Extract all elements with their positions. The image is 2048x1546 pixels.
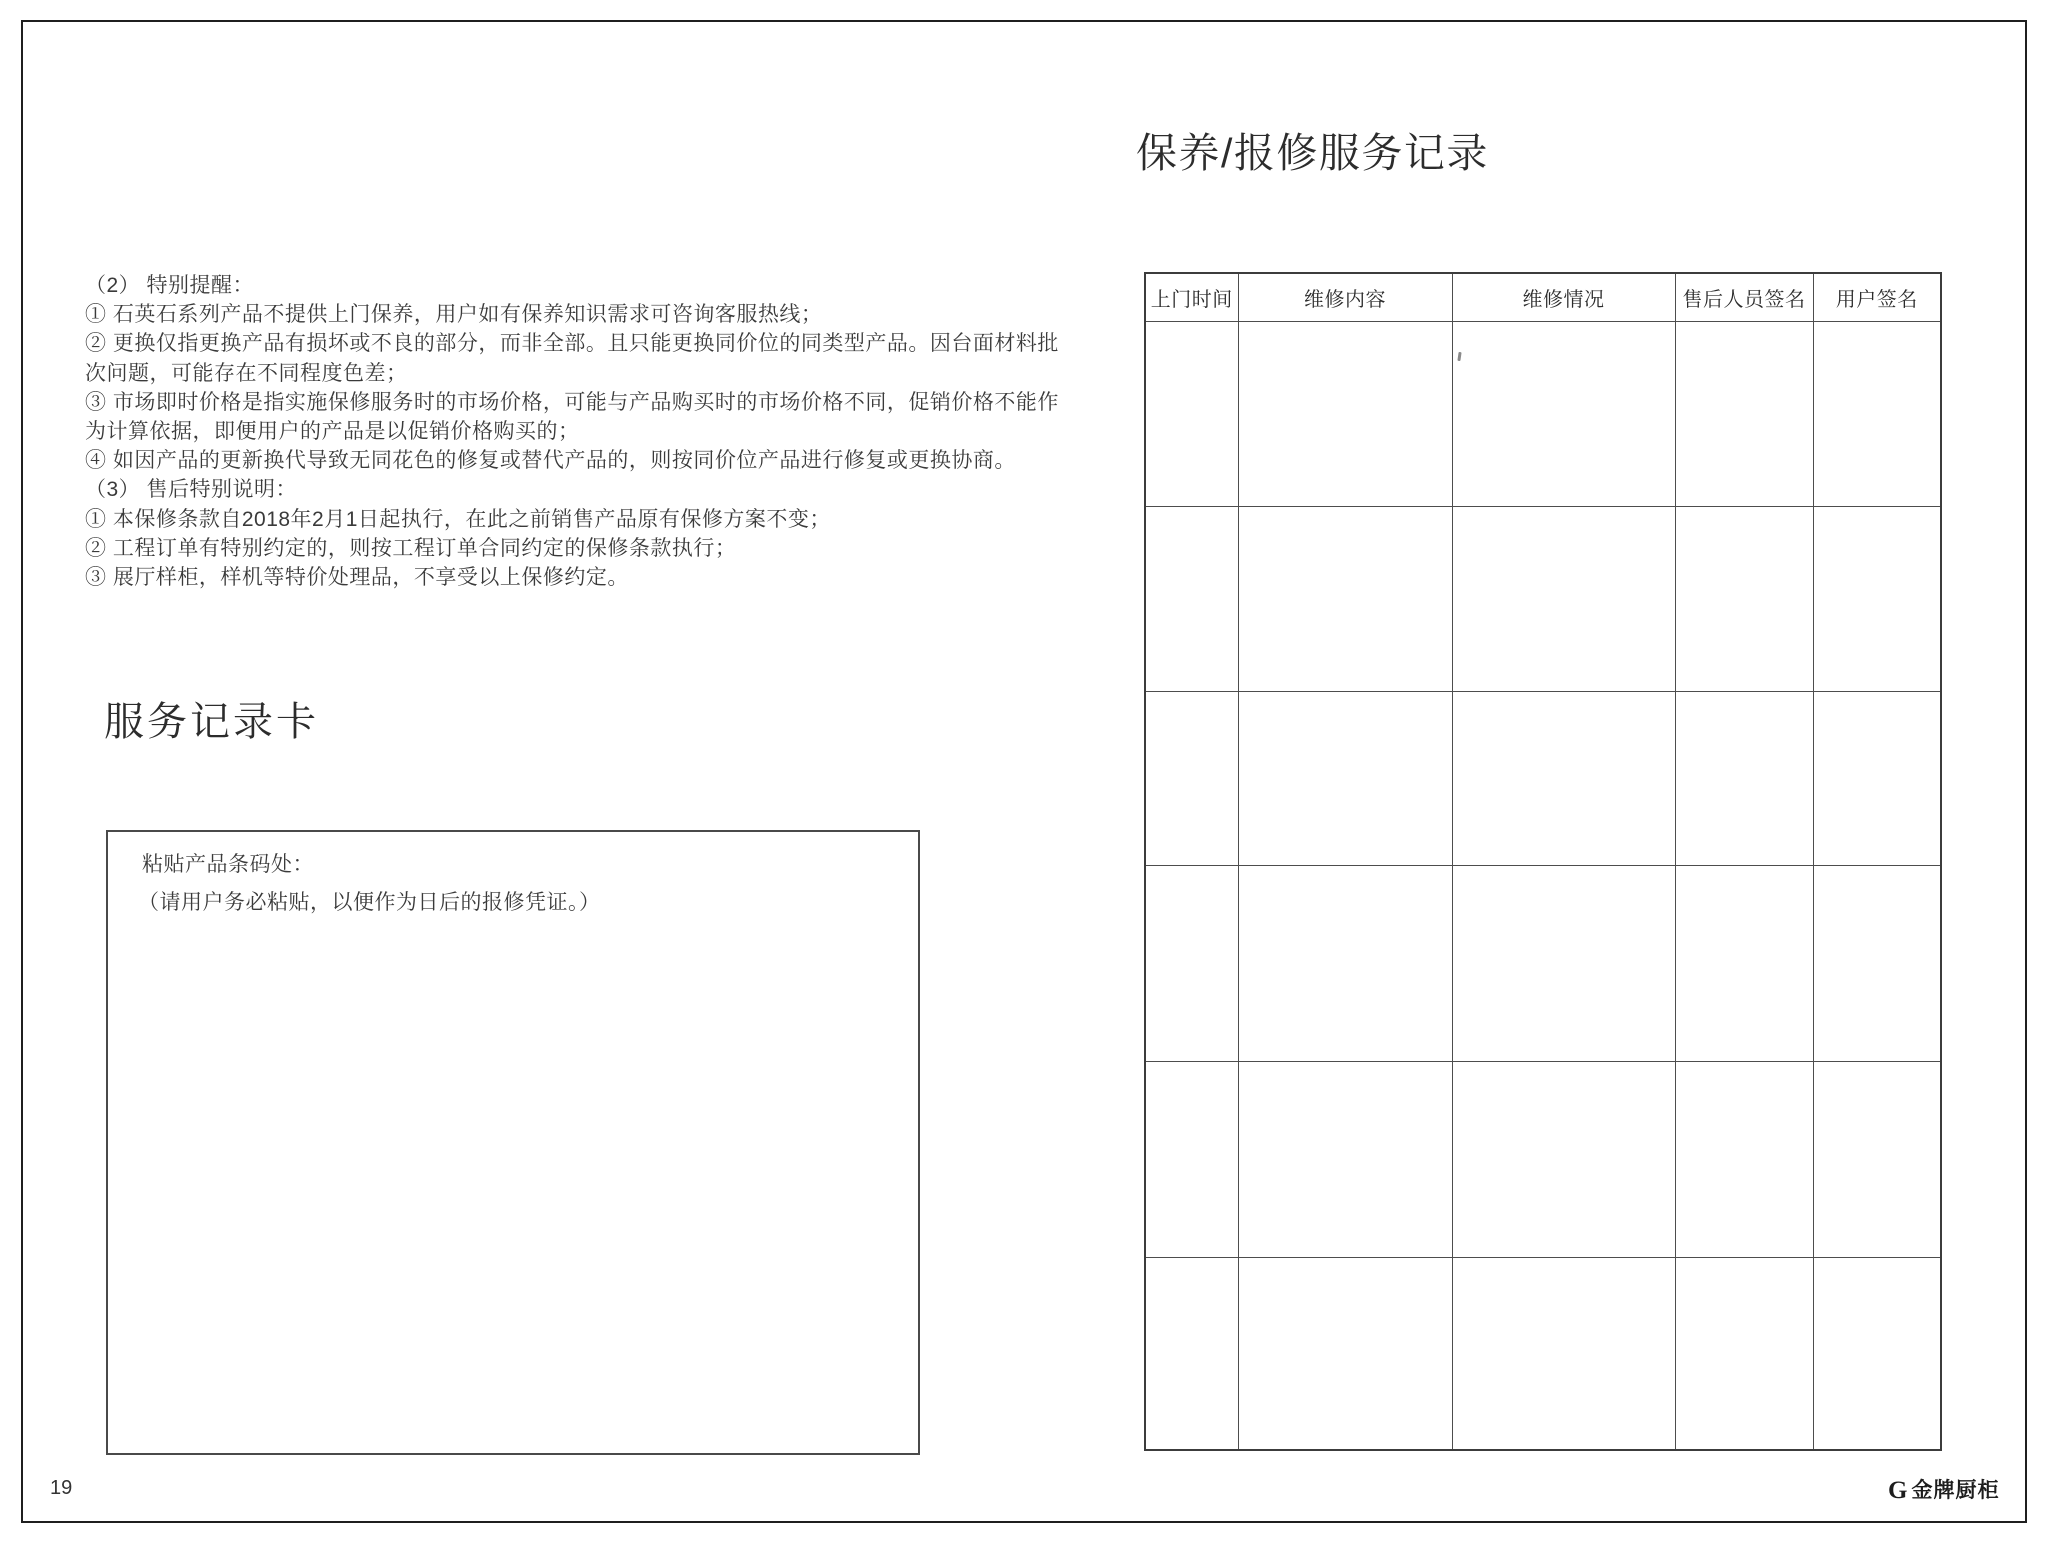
table-cell (1813, 691, 1941, 865)
table-cell (1452, 321, 1675, 506)
table-cell (1675, 1061, 1813, 1257)
table-row (1145, 865, 1941, 1061)
page-number: 19 (50, 1477, 73, 1499)
table-cell (1145, 865, 1238, 1061)
table-cell (1452, 865, 1675, 1061)
table-cell (1238, 506, 1452, 691)
note-line: ② 更换仅指更换产品有损坏或不良的部分，而非全部。且只能更换同价位的同类型产品。因台面材料批 (85, 332, 1059, 356)
table-header-row (1145, 273, 1941, 321)
note-line-special-reminder-heading: （2） 特别提醒： (85, 274, 255, 297)
table-cell (1813, 506, 1941, 691)
barcode-box-title: 粘贴产品条码处： (142, 853, 314, 876)
note-line: ④ 如因产品的更新换代导致无同花色的修复或替代产品的，则按同价位产品进行修复或更换协商。 (85, 449, 1016, 473)
repair-record-title: 保养/报修服务记录 (1136, 130, 1489, 176)
service-record-table (1144, 272, 1942, 1451)
col-header-user-signature: 用户签名 (1813, 273, 1941, 321)
barcode-paste-box (106, 830, 920, 1455)
table-cell (1813, 865, 1941, 1061)
note-line: ③ 展厅样柜，样机等特价处理品，不享受以上保修约定。 (85, 566, 629, 590)
table-cell (1238, 865, 1452, 1061)
brand-logo (1888, 1478, 1999, 1503)
table-cell (1145, 691, 1238, 865)
barcode-box-note: （请用户务必粘贴，以便作为日后的报修凭证。） (138, 891, 601, 914)
service-record-card-title: 服务记录卡 (104, 700, 319, 744)
table-row (1145, 321, 1941, 506)
brand-g-icon: G (1888, 1477, 1908, 1504)
table-cell (1813, 321, 1941, 506)
table-cell (1238, 1257, 1452, 1450)
note-line: ③ 市场即时价格是指实施保修服务时的市场价格，可能与产品购买时的市场价格不同，促销价格不能作 (85, 390, 1059, 414)
table-cell (1452, 1061, 1675, 1257)
brand-name: 金牌厨柜 (1911, 1479, 2000, 1502)
table-cell (1675, 1257, 1813, 1450)
table-cell (1452, 506, 1675, 691)
table-cell (1238, 321, 1452, 506)
table-cell (1675, 865, 1813, 1061)
table-cell (1675, 321, 1813, 506)
table-cell (1145, 321, 1238, 506)
table-cell (1452, 1257, 1675, 1450)
table-cell (1452, 691, 1675, 865)
table-cell (1675, 506, 1813, 691)
table-cell (1145, 506, 1238, 691)
table-row (1145, 691, 1941, 865)
note-line: 为计算依据，即便用户的产品是以促销价格购买的； (85, 420, 580, 444)
table-cell (1145, 1061, 1238, 1257)
note-line: 次问题，可能存在不同程度色差； (85, 361, 408, 385)
col-header-aftersales-signature: 售后人员签名 (1675, 273, 1813, 321)
note-line: ① 石英石系列产品不提供上门保养，用户如有保养知识需求可咨询客服热线； (85, 303, 823, 327)
col-header-visit-time: 上门时间 (1145, 273, 1238, 321)
warranty-notes-block (85, 271, 1059, 592)
table-cell (1238, 691, 1452, 865)
table-cell (1813, 1061, 1941, 1257)
note-line: ② 工程订单有特别约定的，则按工程订单合同约定的保修条款执行； (85, 536, 737, 560)
table-cell (1238, 1061, 1452, 1257)
note-line-aftersales-heading: （3） 售后特别说明： (85, 478, 298, 502)
table-cell (1813, 1257, 1941, 1450)
table-cell (1675, 691, 1813, 865)
table-cell (1145, 1257, 1238, 1450)
col-header-repair-content: 维修内容 (1238, 273, 1452, 321)
table-row (1145, 506, 1941, 691)
table-row (1145, 1061, 1941, 1257)
table-row (1145, 1257, 1941, 1450)
note-line: ① 本保修条款自2018年2月1日起执行，在此之前销售产品原有保修方案不变； (85, 507, 831, 531)
col-header-repair-status: 维修情况 (1452, 273, 1675, 321)
